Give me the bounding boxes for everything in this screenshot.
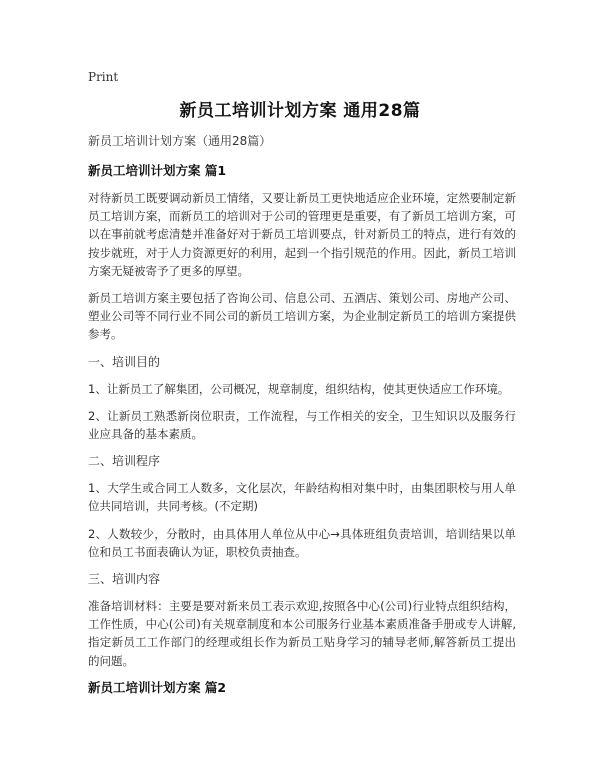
document-content: [88, 132, 516, 706]
paragraph: 准备培训材料：主要是要对新来员工表示欢迎,按照各中心(公司)行业特点组织结构，工作性质，中心(公司)有关规章制度和本公司服务行业基本素质准备手册或专人讲解,指定新员工工作部门的经理或组长作为新员工贴身学习的辅导老师,解答新员工提出的问题。: [88, 599, 516, 668]
paragraph: 2、让新员工熟悉新岗位职责，工作流程，与工作相关的安全，卫生知识以及服务行业应具备的基本素质。: [88, 408, 516, 442]
sub-heading: 三、培训内容: [88, 572, 161, 587]
paragraph: 新员工培训方案主要包括了咨询公司、信息公司、五酒店、策划公司、房地产公司、塑业公司等不同行业不同公司的新员工培训方案，为企业制定新员工的培训方案提供参考。: [88, 291, 516, 342]
print-link[interactable]: Print: [88, 70, 119, 84]
document-subtitle: 新员工培训计划方案（通用28篇）: [88, 134, 272, 148]
page-title: 新员工培训计划方案 通用28篇: [179, 101, 421, 121]
paragraph: 1、大学生或合同工人数多，文化层次，年龄结构相对集中时，由集团职校与用人单位共同培训，共同考核。(不定期): [88, 481, 516, 514]
paragraph: 2、人数较少，分散时，由具体用人单位从中心→具体班组负责培训，培训结果以单位和员工书面表确认为证，职校负责抽查。: [88, 526, 516, 559]
document-body: [88, 162, 516, 697]
sub-heading: 二、培训程序: [88, 454, 161, 469]
paragraph: 对待新员工既要调动新员工情绪，又要让新员工更快地适应企业环境，定然要制定新员工培训方案，而新员工的培训对于公司的管理更是重要，有了新员工培训方案，可以在事前就考虑清楚并准备好对于新员工培训要点，针对新员工的特点，进行有效的按步就班，对于人力资源更好的利用，起到一个指引规范的作用。因此，新员工培训方案无疑被寄予了更多的厚望。: [88, 191, 516, 278]
section-heading: 新员工培训计划方案 篇1: [88, 163, 227, 178]
paragraph: 1、让新员工了解集团，公司概况，规章制度，组织结构，使其更快适应工作环境。: [88, 381, 510, 396]
section-heading: 新员工培训计划方案 篇2: [88, 679, 227, 695]
sub-heading: 一、培训目的: [88, 354, 161, 369]
